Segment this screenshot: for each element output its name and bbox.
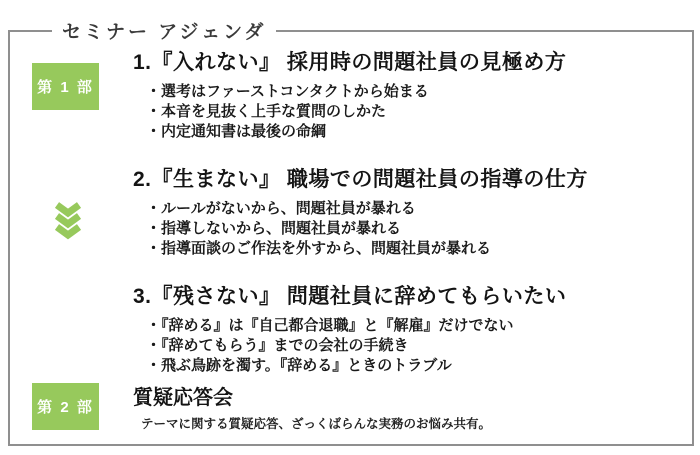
bullet-item: ・本音を見抜く上手な質問のしかた	[146, 103, 387, 120]
section-2-heading: 2.『生まない』 職場での問題社員の指導の仕方	[133, 168, 588, 191]
section-2-bullets	[133, 199, 693, 259]
section-1-heading: 1.『入れない』 採用時の問題社員の見極め方	[133, 51, 567, 74]
section-3-bullets	[133, 316, 693, 376]
bullet-item: ・飛ぶ鳥跡を濁す。『辞める』ときのトラブル	[146, 357, 452, 374]
part1-badge: 第 1 部	[32, 63, 99, 110]
agenda-section-1	[133, 46, 693, 142]
bullet-item: ・『辞めてもらう』までの会社の手続き	[146, 337, 409, 354]
triple-chevron-down-icon	[53, 200, 83, 241]
agenda-section-2	[133, 163, 693, 259]
bullet-item: ・指導面談のご作法を外すから、問題社員が暴れる	[146, 240, 492, 257]
page-title: セミナー アジェンダ	[52, 17, 276, 44]
agenda-section-3	[133, 280, 693, 376]
bullet-item: ・指導しないから、問題社員が暴れる	[146, 220, 402, 237]
section-3-heading: 3.『残さない』 問題社員に辞めてもらいたい	[133, 285, 567, 308]
bullet-item: ・『辞める』は『自己都合退職』と『解雇』だけでない	[146, 317, 514, 334]
qa-description: テーマに関する質疑応答、ざっくばらんな実務のお悩み共有。	[141, 417, 492, 431]
qa-heading: 質疑応答会	[133, 387, 233, 409]
part2-badge: 第 2 部	[32, 383, 99, 430]
qa-section	[133, 381, 693, 432]
section-1-bullets	[133, 82, 693, 142]
bullet-item: ・選考はファーストコンタクトから始まる	[146, 83, 429, 100]
bullet-item: ・内定通知書は最後の命綱	[146, 123, 327, 140]
bullet-item: ・ルールがないから、問題社員が暴れる	[146, 200, 416, 217]
